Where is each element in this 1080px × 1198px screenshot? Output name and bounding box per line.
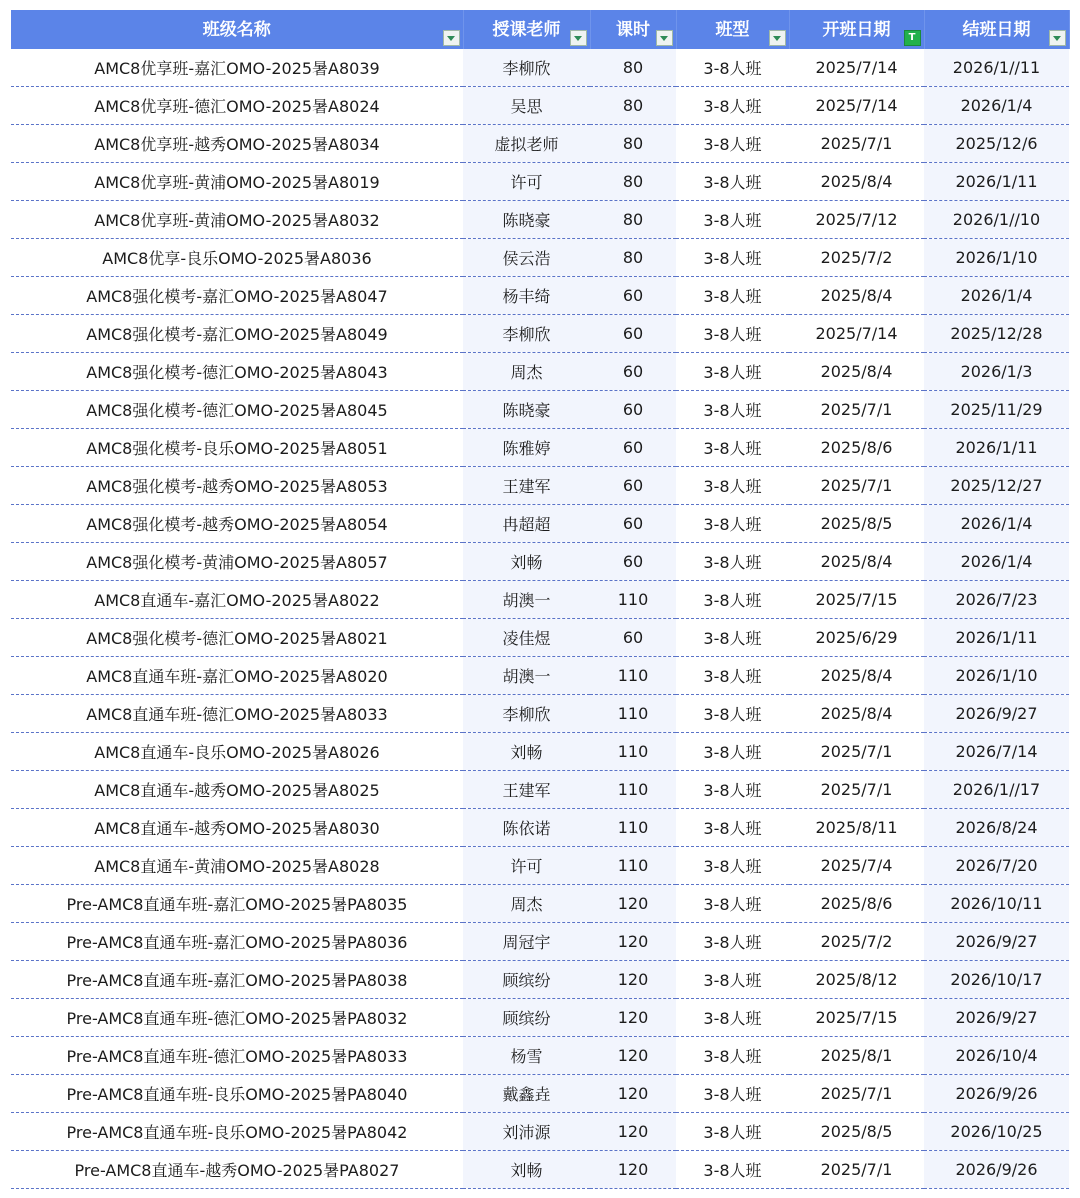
table-row[interactable] — [11, 581, 1069, 619]
cell-class-type[interactable]: 3-8人班 — [676, 201, 789, 239]
header-start-date[interactable] — [789, 10, 924, 49]
cell-teacher[interactable]: 李柳欣 — [463, 315, 590, 353]
cell-hours[interactable]: 120 — [590, 961, 676, 999]
cell-class-type[interactable]: 3-8人班 — [676, 885, 789, 923]
header-row — [11, 10, 1069, 49]
cell-teacher[interactable]: 凌佳煜 — [463, 619, 590, 657]
cell-class-type[interactable]: 3-8人班 — [676, 125, 789, 163]
cell-teacher[interactable]: 许可 — [463, 847, 590, 885]
cell-class-name[interactable]: AMC8优享班-德汇OMO-2025暑A8024 — [11, 87, 463, 125]
cell-teacher[interactable]: 杨雪 — [463, 1037, 590, 1075]
cell-end-date[interactable]: 2026/9/26 — [924, 1151, 1069, 1189]
cell-start-date[interactable]: 2025/8/11 — [789, 809, 924, 847]
cell-end-date[interactable]: 2026/10/4 — [924, 1037, 1069, 1075]
cell-hours[interactable]: 110 — [590, 581, 676, 619]
table-row[interactable] — [11, 809, 1069, 847]
cell-class-name[interactable]: AMC8优享班-黄浦OMO-2025暑A8032 — [11, 201, 463, 239]
table-row[interactable] — [11, 961, 1069, 999]
cell-class-type[interactable]: 3-8人班 — [676, 1037, 789, 1075]
cell-class-type[interactable]: 3-8人班 — [676, 315, 789, 353]
cell-class-type[interactable]: 3-8人班 — [676, 239, 789, 277]
cell-end-date[interactable]: 2026/7/23 — [924, 581, 1069, 619]
header-label: 课时 — [616, 20, 650, 40]
cell-end-date[interactable]: 2026/1//11 — [924, 49, 1069, 87]
cell-class-name[interactable]: AMC8强化模考-黄浦OMO-2025暑A8057 — [11, 543, 463, 581]
filter-dropdown-icon[interactable] — [443, 30, 460, 46]
filter-dropdown-icon[interactable] — [656, 30, 673, 46]
cell-end-date[interactable]: 2026/9/27 — [924, 923, 1069, 961]
table-row[interactable] — [11, 1075, 1069, 1113]
cell-hours[interactable]: 110 — [590, 847, 676, 885]
cell-hours[interactable]: 120 — [590, 885, 676, 923]
table-row[interactable] — [11, 1151, 1069, 1189]
cell-class-name[interactable]: AMC8强化模考-嘉汇OMO-2025暑A8049 — [11, 315, 463, 353]
cell-start-date[interactable]: 2025/8/5 — [789, 1113, 924, 1151]
cell-start-date[interactable]: 2025/7/4 — [789, 847, 924, 885]
cell-class-name[interactable]: Pre-AMC8直通车班-嘉汇OMO-2025暑PA8038 — [11, 961, 463, 999]
cell-hours[interactable]: 60 — [590, 277, 676, 315]
cell-start-date[interactable]: 2025/7/15 — [789, 999, 924, 1037]
cell-end-date[interactable]: 2026/10/11 — [924, 885, 1069, 923]
table-body — [11, 49, 1069, 1189]
cell-end-date[interactable]: 2026/1/11 — [924, 619, 1069, 657]
cell-end-date[interactable]: 2026/10/17 — [924, 961, 1069, 999]
cell-teacher[interactable]: 胡澳一 — [463, 657, 590, 695]
header-label: 班型 — [715, 20, 750, 40]
filter-dropdown-icon[interactable] — [570, 30, 587, 46]
cell-class-type[interactable]: 3-8人班 — [676, 163, 789, 201]
cell-class-name[interactable]: AMC8强化模考-良乐OMO-2025暑A8051 — [11, 429, 463, 467]
cell-end-date[interactable]: 2026/1/4 — [924, 505, 1069, 543]
cell-class-name[interactable]: AMC8强化模考-德汇OMO-2025暑A8021 — [11, 619, 463, 657]
cell-class-type[interactable]: 3-8人班 — [676, 847, 789, 885]
cell-hours[interactable]: 60 — [590, 315, 676, 353]
cell-hours[interactable]: 110 — [590, 657, 676, 695]
cell-teacher[interactable]: 冉超超 — [463, 505, 590, 543]
table-row[interactable] — [11, 1113, 1069, 1151]
cell-class-name[interactable]: Pre-AMC8直通车班-德汇OMO-2025暑PA8033 — [11, 1037, 463, 1075]
cell-class-name[interactable]: AMC8直通车-嘉汇OMO-2025暑A8022 — [11, 581, 463, 619]
cell-class-name[interactable]: Pre-AMC8直通车班-德汇OMO-2025暑PA8032 — [11, 999, 463, 1037]
cell-class-type[interactable]: 3-8人班 — [676, 961, 789, 999]
cell-hours[interactable]: 80 — [590, 125, 676, 163]
cell-end-date[interactable]: 2026/10/25 — [924, 1113, 1069, 1151]
cell-teacher[interactable]: 胡澳一 — [463, 581, 590, 619]
cell-class-type[interactable]: 3-8人班 — [676, 87, 789, 125]
cell-class-type[interactable]: 3-8人班 — [676, 277, 789, 315]
table-row[interactable] — [11, 771, 1069, 809]
cell-class-type[interactable]: 3-8人班 — [676, 1151, 789, 1189]
header-label: 授课老师 — [492, 20, 561, 40]
table-row[interactable] — [11, 49, 1069, 87]
cell-class-type[interactable]: 3-8人班 — [676, 809, 789, 847]
table-row[interactable] — [11, 353, 1069, 391]
cell-class-name[interactable]: AMC8优享-良乐OMO-2025暑A8036 — [11, 239, 463, 277]
cell-end-date[interactable]: 2026/1/11 — [924, 429, 1069, 467]
cell-teacher[interactable]: 顾缤纷 — [463, 961, 590, 999]
cell-hours[interactable]: 120 — [590, 1075, 676, 1113]
cell-hours[interactable]: 110 — [590, 771, 676, 809]
cell-end-date[interactable]: 2026/9/27 — [924, 695, 1069, 733]
cell-class-name[interactable]: AMC8优享班-嘉汇OMO-2025暑A8039 — [11, 49, 463, 87]
cell-hours[interactable]: 80 — [590, 239, 676, 277]
cell-teacher[interactable]: 侯云浩 — [463, 239, 590, 277]
cell-end-date[interactable]: 2026/1/10 — [924, 657, 1069, 695]
cell-hours[interactable]: 120 — [590, 1151, 676, 1189]
cell-end-date[interactable]: 2026/1/10 — [924, 239, 1069, 277]
cell-end-date[interactable]: 2026/1/4 — [924, 277, 1069, 315]
cell-hours[interactable]: 60 — [590, 619, 676, 657]
cell-hours[interactable]: 80 — [590, 49, 676, 87]
table-row[interactable] — [11, 125, 1069, 163]
cell-hours[interactable]: 120 — [590, 999, 676, 1037]
cell-end-date[interactable]: 2025/12/6 — [924, 125, 1069, 163]
table-row[interactable] — [11, 657, 1069, 695]
cell-teacher[interactable]: 周冠宇 — [463, 923, 590, 961]
cell-teacher[interactable]: 陈晓豪 — [463, 391, 590, 429]
cell-start-date[interactable]: 2025/6/29 — [789, 619, 924, 657]
table-row[interactable] — [11, 695, 1069, 733]
cell-end-date[interactable]: 2026/7/14 — [924, 733, 1069, 771]
table-row[interactable] — [11, 277, 1069, 315]
table-row[interactable] — [11, 733, 1069, 771]
table-row[interactable] — [11, 87, 1069, 125]
cell-teacher[interactable]: 杨丰绮 — [463, 277, 590, 315]
cell-end-date[interactable]: 2026/9/27 — [924, 999, 1069, 1037]
cell-class-type[interactable]: 3-8人班 — [676, 1113, 789, 1151]
cell-hours[interactable]: 60 — [590, 505, 676, 543]
cell-start-date[interactable]: 2025/8/4 — [789, 695, 924, 733]
cell-class-type[interactable]: 3-8人班 — [676, 657, 789, 695]
cell-end-date[interactable]: 2025/12/27 — [924, 467, 1069, 505]
cell-start-date[interactable]: 2025/7/2 — [789, 923, 924, 961]
filter-applied-icon[interactable]: T — [904, 30, 921, 46]
cell-class-name[interactable]: AMC8强化模考-越秀OMO-2025暑A8054 — [11, 505, 463, 543]
table-row[interactable] — [11, 543, 1069, 581]
cell-class-type[interactable]: 3-8人班 — [676, 543, 789, 581]
cell-end-date[interactable]: 2026/1/4 — [924, 87, 1069, 125]
cell-class-name[interactable]: Pre-AMC8直通车班-嘉汇OMO-2025暑PA8035 — [11, 885, 463, 923]
cell-teacher[interactable]: 李柳欣 — [463, 49, 590, 87]
cell-start-date[interactable]: 2025/8/4 — [789, 163, 924, 201]
table-row[interactable] — [11, 1037, 1069, 1075]
table-row[interactable] — [11, 201, 1069, 239]
cell-teacher[interactable]: 李柳欣 — [463, 695, 590, 733]
cell-class-name[interactable]: AMC8优享班-越秀OMO-2025暑A8034 — [11, 125, 463, 163]
header-label: 结班日期 — [962, 20, 1031, 40]
cell-start-date[interactable]: 2025/7/1 — [789, 467, 924, 505]
cell-class-type[interactable]: 3-8人班 — [676, 923, 789, 961]
cell-class-name[interactable]: AMC8直通车-良乐OMO-2025暑A8026 — [11, 733, 463, 771]
table-row[interactable] — [11, 847, 1069, 885]
cell-class-name[interactable]: AMC8直通车-越秀OMO-2025暑A8030 — [11, 809, 463, 847]
cell-start-date[interactable]: 2025/8/4 — [789, 353, 924, 391]
cell-teacher[interactable]: 王建军 — [463, 467, 590, 505]
cell-teacher[interactable]: 王建军 — [463, 771, 590, 809]
table-row[interactable] — [11, 391, 1069, 429]
cell-hours[interactable]: 60 — [590, 467, 676, 505]
cell-end-date[interactable]: 2026/8/24 — [924, 809, 1069, 847]
cell-class-type[interactable]: 3-8人班 — [676, 429, 789, 467]
cell-end-date[interactable]: 2025/12/28 — [924, 315, 1069, 353]
cell-class-type[interactable]: 3-8人班 — [676, 581, 789, 619]
table-row[interactable] — [11, 239, 1069, 277]
cell-class-name[interactable]: Pre-AMC8直通车-越秀OMO-2025暑PA8027 — [11, 1151, 463, 1189]
cell-start-date[interactable]: 2025/8/6 — [789, 429, 924, 467]
cell-hours[interactable]: 60 — [590, 353, 676, 391]
table-row[interactable] — [11, 999, 1069, 1037]
cell-teacher[interactable]: 虚拟老师 — [463, 125, 590, 163]
cell-start-date[interactable]: 2025/7/1 — [789, 1075, 924, 1113]
header-end-date[interactable] — [924, 10, 1069, 49]
table-row[interactable] — [11, 885, 1069, 923]
cell-end-date[interactable]: 2025/11/29 — [924, 391, 1069, 429]
cell-start-date[interactable]: 2025/8/6 — [789, 885, 924, 923]
cell-start-date[interactable]: 2025/7/15 — [789, 581, 924, 619]
cell-hours[interactable]: 80 — [590, 201, 676, 239]
cell-hours[interactable]: 120 — [590, 1113, 676, 1151]
cell-end-date[interactable]: 2026/7/20 — [924, 847, 1069, 885]
table-row[interactable] — [11, 505, 1069, 543]
cell-hours[interactable]: 120 — [590, 923, 676, 961]
cell-start-date[interactable]: 2025/7/14 — [789, 49, 924, 87]
cell-end-date[interactable]: 2026/1/3 — [924, 353, 1069, 391]
filter-dropdown-icon[interactable] — [769, 30, 786, 46]
cell-start-date[interactable]: 2025/7/1 — [789, 733, 924, 771]
cell-teacher[interactable]: 许可 — [463, 163, 590, 201]
cell-start-date[interactable]: 2025/7/1 — [789, 391, 924, 429]
cell-class-name[interactable]: AMC8优享班-黄浦OMO-2025暑A8019 — [11, 163, 463, 201]
cell-teacher[interactable]: 刘畅 — [463, 1151, 590, 1189]
cell-class-type[interactable]: 3-8人班 — [676, 771, 789, 809]
cell-class-type[interactable]: 3-8人班 — [676, 505, 789, 543]
cell-hours[interactable]: 110 — [590, 733, 676, 771]
cell-class-name[interactable]: Pre-AMC8直通车班-良乐OMO-2025暑PA8042 — [11, 1113, 463, 1151]
cell-hours[interactable]: 60 — [590, 543, 676, 581]
header-hours[interactable] — [590, 10, 676, 49]
cell-teacher[interactable]: 陈雅婷 — [463, 429, 590, 467]
cell-start-date[interactable]: 2025/8/4 — [789, 277, 924, 315]
cell-start-date[interactable]: 2025/8/12 — [789, 961, 924, 999]
cell-start-date[interactable]: 2025/7/1 — [789, 771, 924, 809]
class-schedule-table — [11, 10, 1070, 1189]
cell-hours[interactable]: 80 — [590, 163, 676, 201]
table-row[interactable] — [11, 467, 1069, 505]
cell-class-type[interactable]: 3-8人班 — [676, 1075, 789, 1113]
cell-start-date[interactable]: 2025/7/1 — [789, 1151, 924, 1189]
cell-teacher[interactable]: 刘畅 — [463, 733, 590, 771]
table-row[interactable] — [11, 619, 1069, 657]
cell-class-name[interactable]: AMC8强化模考-越秀OMO-2025暑A8053 — [11, 467, 463, 505]
cell-end-date[interactable]: 2026/9/26 — [924, 1075, 1069, 1113]
cell-class-name[interactable]: AMC8直通车班-德汇OMO-2025暑A8033 — [11, 695, 463, 733]
cell-end-date[interactable]: 2026/1/4 — [924, 543, 1069, 581]
cell-class-type[interactable]: 3-8人班 — [676, 49, 789, 87]
cell-start-date[interactable]: 2025/8/1 — [789, 1037, 924, 1075]
cell-hours[interactable]: 60 — [590, 391, 676, 429]
filter-dropdown-icon[interactable] — [1049, 30, 1066, 46]
cell-hours[interactable]: 110 — [590, 809, 676, 847]
cell-class-name[interactable]: AMC8强化模考-德汇OMO-2025暑A8045 — [11, 391, 463, 429]
cell-teacher[interactable]: 顾缤纷 — [463, 999, 590, 1037]
cell-start-date[interactable]: 2025/7/12 — [789, 201, 924, 239]
table-row[interactable] — [11, 429, 1069, 467]
cell-hours[interactable]: 110 — [590, 695, 676, 733]
cell-teacher[interactable]: 陈晓豪 — [463, 201, 590, 239]
cell-class-type[interactable]: 3-8人班 — [676, 619, 789, 657]
cell-class-name[interactable]: Pre-AMC8直通车班-嘉汇OMO-2025暑PA8036 — [11, 923, 463, 961]
header-class-name[interactable] — [11, 10, 463, 49]
cell-class-type[interactable]: 3-8人班 — [676, 467, 789, 505]
cell-hours[interactable]: 60 — [590, 429, 676, 467]
cell-start-date[interactable]: 2025/7/14 — [789, 87, 924, 125]
cell-start-date[interactable]: 2025/7/2 — [789, 239, 924, 277]
cell-teacher[interactable]: 周杰 — [463, 353, 590, 391]
cell-class-name[interactable]: AMC8直通车-越秀OMO-2025暑A8025 — [11, 771, 463, 809]
header-teacher[interactable] — [463, 10, 590, 49]
cell-class-name[interactable]: AMC8直通车班-嘉汇OMO-2025暑A8020 — [11, 657, 463, 695]
table-row[interactable] — [11, 163, 1069, 201]
cell-teacher[interactable]: 刘畅 — [463, 543, 590, 581]
cell-class-name[interactable]: AMC8直通车-黄浦OMO-2025暑A8028 — [11, 847, 463, 885]
header-label: 班级名称 — [202, 20, 271, 40]
cell-end-date[interactable]: 2026/1//17 — [924, 771, 1069, 809]
cell-hours[interactable]: 120 — [590, 1037, 676, 1075]
cell-teacher[interactable]: 周杰 — [463, 885, 590, 923]
cell-class-name[interactable]: AMC8强化模考-嘉汇OMO-2025暑A8047 — [11, 277, 463, 315]
cell-class-type[interactable]: 3-8人班 — [676, 999, 789, 1037]
cell-class-type[interactable]: 3-8人班 — [676, 733, 789, 771]
cell-end-date[interactable]: 2026/1/11 — [924, 163, 1069, 201]
cell-teacher[interactable]: 戴鑫垚 — [463, 1075, 590, 1113]
cell-start-date[interactable]: 2025/8/5 — [789, 505, 924, 543]
cell-teacher[interactable]: 刘沛源 — [463, 1113, 590, 1151]
cell-start-date[interactable]: 2025/7/1 — [789, 125, 924, 163]
header-class-type[interactable] — [676, 10, 789, 49]
cell-teacher[interactable]: 吴思 — [463, 87, 590, 125]
cell-start-date[interactable]: 2025/8/4 — [789, 543, 924, 581]
table-row[interactable] — [11, 315, 1069, 353]
cell-class-type[interactable]: 3-8人班 — [676, 353, 789, 391]
header-label: 开班日期 — [822, 20, 891, 40]
cell-start-date[interactable]: 2025/8/4 — [789, 657, 924, 695]
cell-start-date[interactable]: 2025/7/14 — [789, 315, 924, 353]
cell-class-name[interactable]: Pre-AMC8直通车班-良乐OMO-2025暑PA8040 — [11, 1075, 463, 1113]
cell-hours[interactable]: 80 — [590, 87, 676, 125]
cell-class-type[interactable]: 3-8人班 — [676, 695, 789, 733]
table-row[interactable] — [11, 923, 1069, 961]
cell-class-name[interactable]: AMC8强化模考-德汇OMO-2025暑A8043 — [11, 353, 463, 391]
spreadsheet — [11, 10, 1069, 1189]
cell-class-type[interactable]: 3-8人班 — [676, 391, 789, 429]
cell-teacher[interactable]: 陈依诺 — [463, 809, 590, 847]
cell-end-date[interactable]: 2026/1//10 — [924, 201, 1069, 239]
